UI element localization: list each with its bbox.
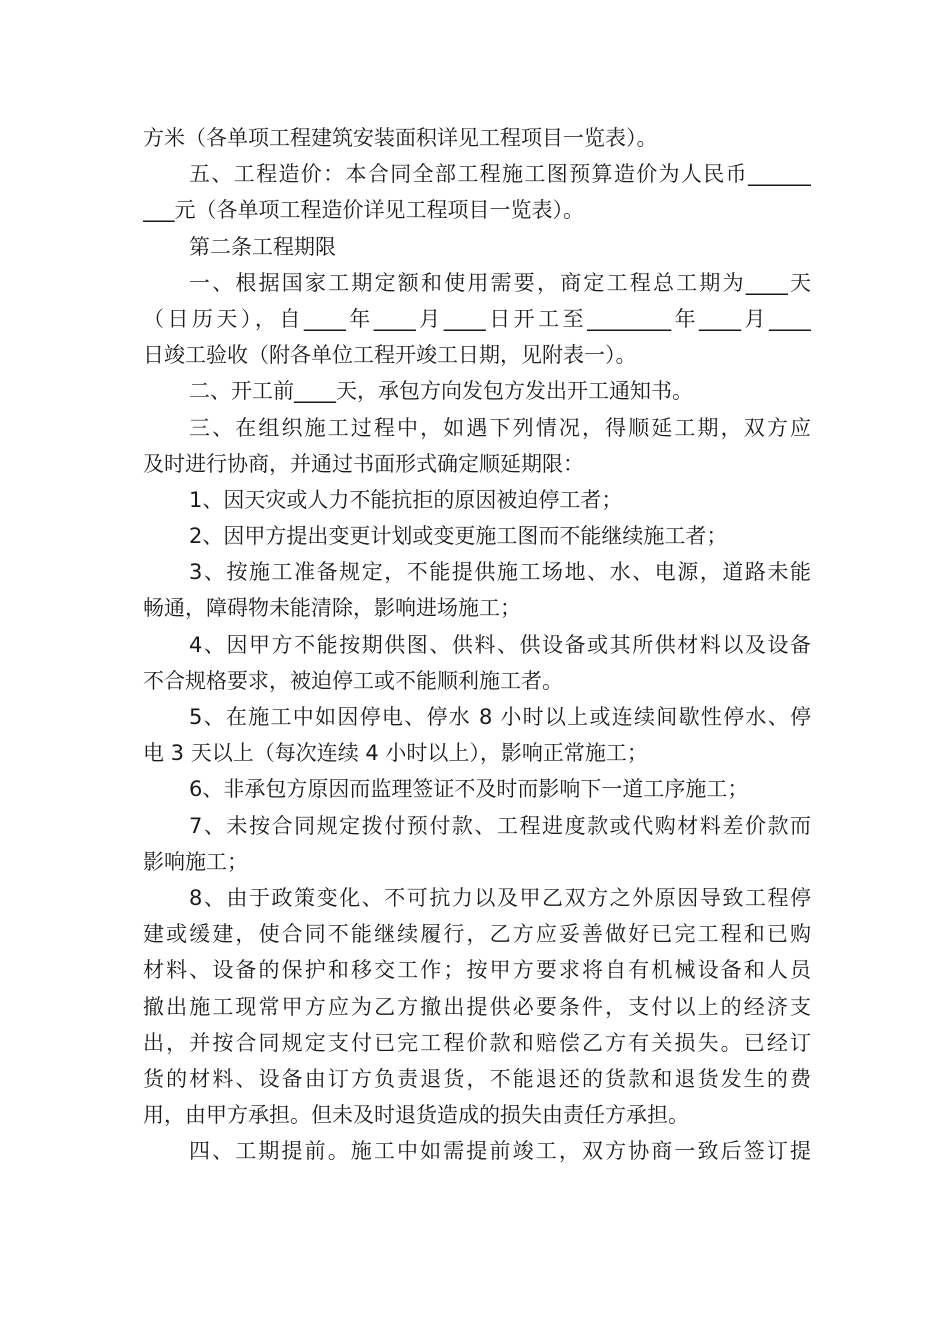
text-line: 一、根据国家工期定额和使用需要，商定工程总工期为____天 <box>189 270 811 295</box>
text-line: 二、开工前____天，承包方向发包方发出开工通知书。 <box>189 379 693 404</box>
text-line: 2、因甲方提出变更计划或变更施工图而不能继续施工者； <box>189 524 728 549</box>
text-line: 三、在组织施工过程中，如遇下列情况，得顺延工期，双方应 <box>189 415 811 440</box>
text-line: 用，由甲方承担。但未及时退货造成的损失由责任方承担。 <box>143 1103 689 1128</box>
text-line: 方米（各单项工程建筑安装面积详见工程项目一览表）。 <box>143 126 658 150</box>
document-page <box>143 120 811 1169</box>
text-line: 材料、设备的保护和移交工作；按甲方要求将自有机械设备和人员 <box>143 958 811 983</box>
text-line: 1、因天灾或人力不能抗拒的原因被迫停工者； <box>189 487 623 512</box>
text-line: （日历天），自____年____月____日开工至________年____月____ <box>143 306 811 331</box>
text-line: 影响施工； <box>143 849 248 874</box>
text-line: 6、非承包方原因而监理签证不及时而影响下一道工序施工； <box>189 777 749 802</box>
text-line: 不合规格要求，被迫停工或不能顺利施工者。 <box>143 668 563 693</box>
text-line: 货的材料、设备由订方负责退货，不能退还的货款和退货发生的费 <box>143 1066 811 1091</box>
text-line: 五、工程造价：本合同全部工程施工图预算造价为人民币______ <box>189 162 811 187</box>
text-line: 8、由于政策变化、不可抗力以及甲乙双方之外原因导致工程停 <box>189 885 811 910</box>
text-line: 撤出施工现常甲方应为乙方撤出提供必要条件，支付以上的经济支 <box>143 994 811 1019</box>
text-line: 畅通，障碍物未能清除，影响进场施工； <box>143 596 521 621</box>
text-line: 7、未按合同规定拨付预付款、工程进度款或代购材料差价款而 <box>189 813 811 838</box>
text-line: 建或缓建，使合同不能继续履行，乙方应妥善做好已完工程和已购 <box>143 922 811 947</box>
text-line: 及时进行协商，并通过书面形式确定顺延期限： <box>143 451 584 476</box>
text-line: 出，并按合同规定支付已完工程价款和赔偿乙方有关损失。已经订 <box>143 1030 811 1055</box>
text-line: 4、因甲方不能按期供图、供料、供设备或其所供材料以及设备 <box>189 632 811 657</box>
text-line: 5、在施工中如因停电、停水 8 小时以上或连续间歇性停水、停 <box>189 705 811 729</box>
text-line: 四、工期提前。施工中如需提前竣工，双方协商一致后签订提 <box>189 1139 811 1164</box>
text-line: ___元（各单项工程造价详见工程项目一览表）。 <box>143 198 584 223</box>
text-line: 电 3 天以上（每次连续 4 小时以上），影响正常施工； <box>143 741 648 766</box>
text-line: 日竣工验收（附各单位工程开竣工日期，见附表一）。 <box>143 343 637 368</box>
text-line: 第二条工程期限 <box>189 234 336 259</box>
text-line: 3、按施工准备规定，不能提供施工场地、水、电源，道路未能 <box>189 560 811 585</box>
